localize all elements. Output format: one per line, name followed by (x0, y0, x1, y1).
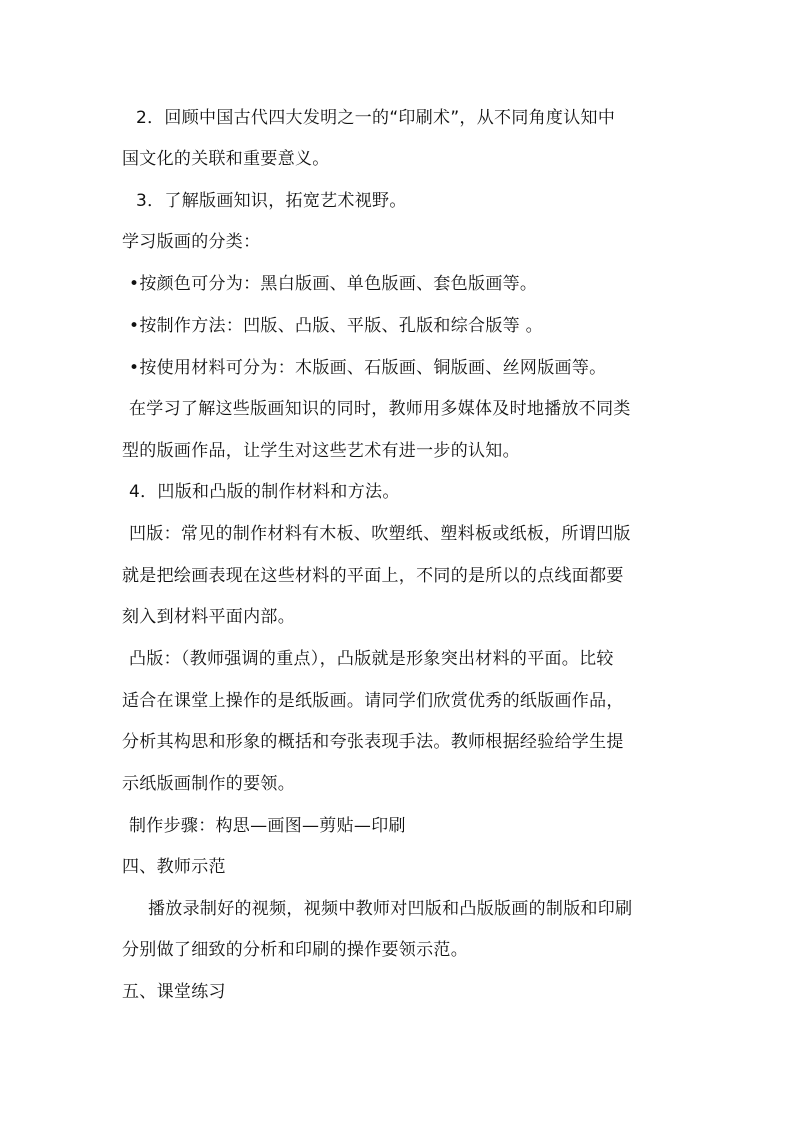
paragraph-line: 播放录制好的视频，视频中教师对凹版和凸版版画的制版和印刷 (148, 899, 633, 919)
paragraph-line: 4．凹版和凸版的制作材料和方法。 (129, 482, 400, 502)
paragraph-line: 凸版：（教师强调的重点），凸版就是形象突出材料的平面。比较 (129, 649, 614, 669)
paragraph-line: 凹版：常见的制作材料有木板、吹塑纸、塑料板或纸板，所谓凹版 (129, 524, 631, 544)
paragraph-line: 示纸版画制作的要领。 (122, 774, 295, 794)
paragraph-line: 制作步骤：构思—画图—剪贴—印刷 (129, 816, 406, 836)
paragraph-line: 3．了解版画知识，拓宽艺术视野。 (136, 191, 407, 211)
section-heading: 五、课堂练习 (122, 982, 226, 1002)
list-item: •按颜色可分为：黑白版画、单色版画、套色版画等。 (129, 274, 538, 294)
paragraph-line: 适合在课堂上操作的是纸版画。请同学们欣赏优秀的纸版画作品， (122, 691, 624, 711)
section-heading: 四、教师示范 (122, 857, 226, 877)
paragraph-line: 2．回顾中国古代四大发明之一的“印刷术”，从不同角度认知中 (136, 108, 616, 128)
paragraph-line: 分别做了细致的分析和印刷的操作要领示范。 (122, 940, 468, 960)
section-label: 学习版画的分类： (122, 232, 261, 252)
list-item: •按制作方法：凹版、凸版、平版、孔版和综合版等 。 (129, 316, 543, 336)
paragraph-line: 分析其构思和形象的概括和夸张表现手法。教师根据经验给学生提 (122, 732, 624, 752)
paragraph-line: 国文化的关联和重要意义。 (122, 149, 330, 169)
paragraph-line: 在学习了解这些版画知识的同时，教师用多媒体及时地播放不同类 (129, 399, 631, 419)
list-item: •按使用材料可分为：木版画、石版画、铜版画、丝网版画等。 (129, 358, 607, 378)
paragraph-line: 型的版画作品，让学生对这些艺术有进一步的认知。 (122, 441, 520, 461)
paragraph-line: 刻入到材料平面内部。 (122, 607, 295, 627)
paragraph-line: 就是把绘画表现在这些材料的平面上，不同的是所以的点线面都要 (122, 566, 624, 586)
